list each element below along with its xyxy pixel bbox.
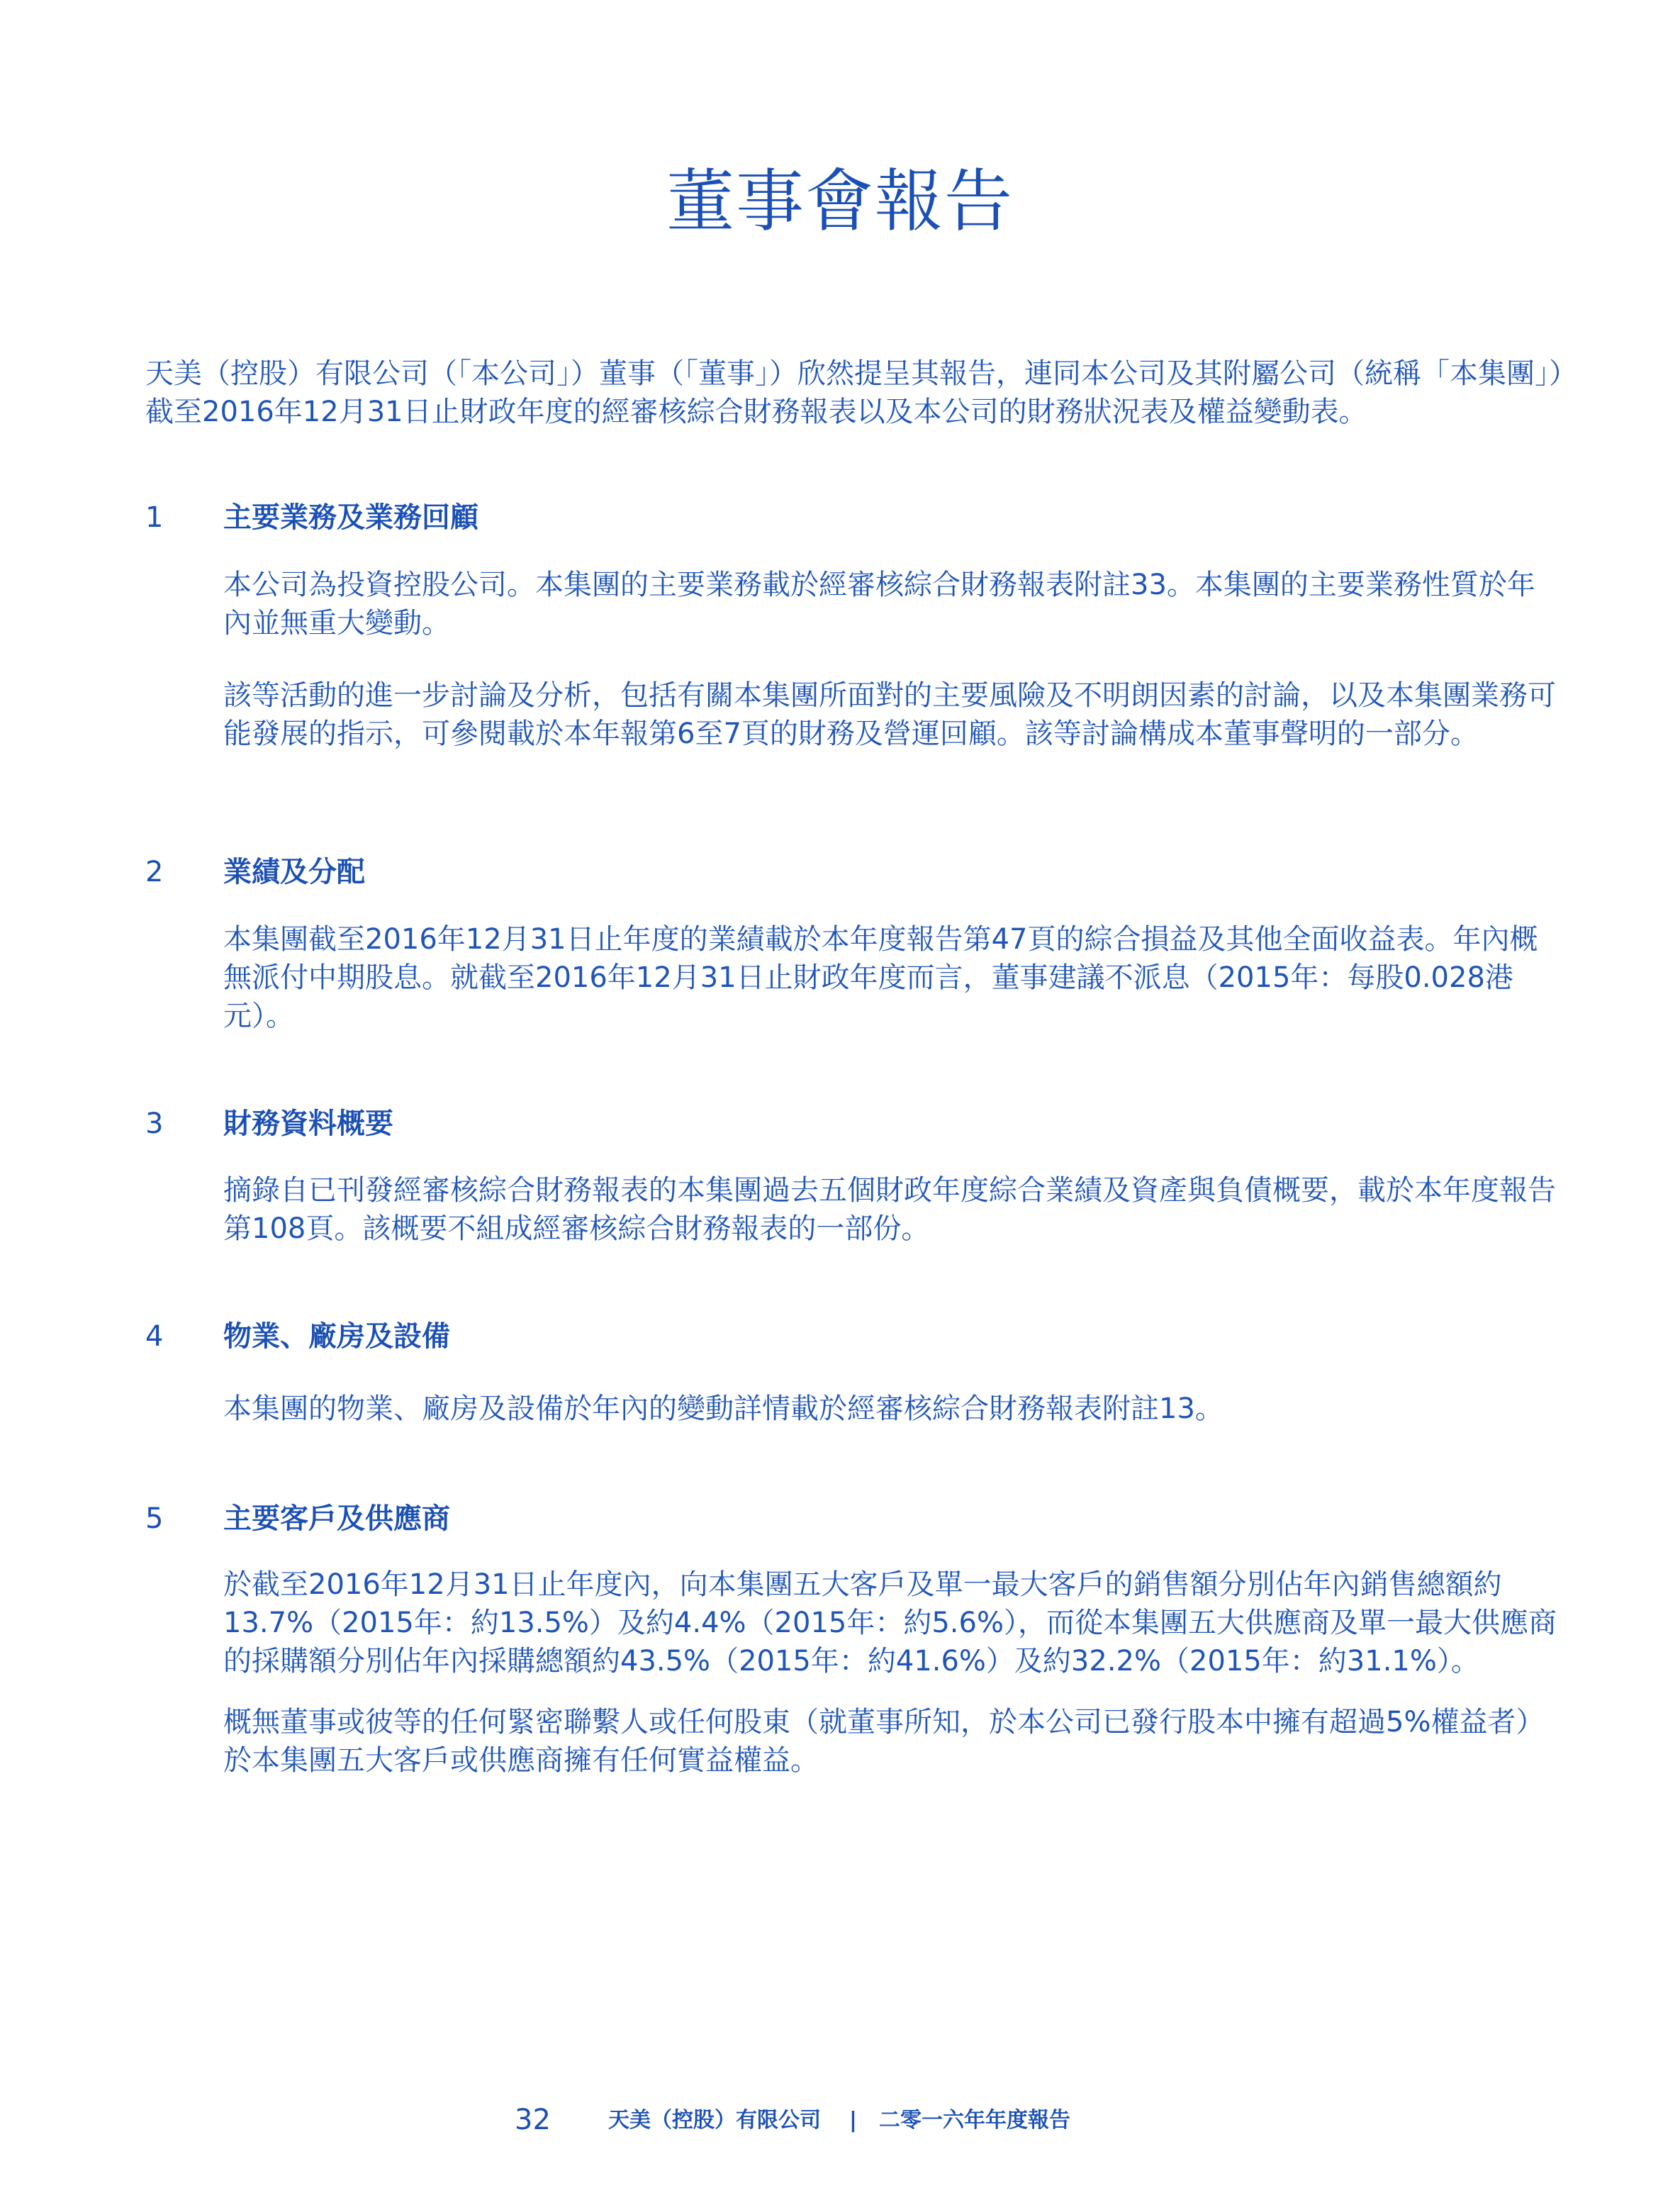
section-2-paragraph-1: 本集團截至2016年12月31日止年度的業績載於本年度報告第47頁的綜合損益及其他全面收益表。年內概無派付中期股息。就截至2016年12月31日止財政年度而言，董事建議不派息（2015年：每股0.028港元）。 — [223, 923, 1538, 1032]
section-number: 1 — [145, 501, 164, 534]
section-3-header — [145, 1103, 1563, 1145]
intro-paragraph: 天美（控股）有限公司（「本公司」）董事（「董事」）欣然提呈其報告，連同本公司及其附屬公司（統稱「本集團」）截至2016年12月31日止財政年度的經審核綜合財務報表以及本公司的財務狀況表及權益變動表。 — [145, 357, 1563, 428]
page-number: 32 — [515, 2104, 551, 2136]
section-heading: 財務資料概要 — [223, 1107, 393, 1140]
section-number: 5 — [145, 1502, 164, 1535]
footer-report-title: 二零一六年年度報告 — [879, 2108, 1070, 2133]
section-heading: 業績及分配 — [223, 856, 365, 888]
section-1-header — [145, 496, 1563, 539]
section-heading: 物業、廠房及設備 — [223, 1320, 450, 1353]
section-heading: 主要業務及業務回顧 — [223, 501, 478, 534]
section-4-paragraph-1: 本集團的物業、廠房及設備於年內的變動詳情載於經審核綜合財務報表附註13。 — [223, 1392, 1223, 1425]
section-5-paragraph-2: 概無董事或彼等的任何緊密聯繫人或任何股東（就董事所知，於本公司已發行股本中擁有超過5%權益者）於本集團五大客戶或供應商擁有任何實益權益。 — [223, 1706, 1545, 1777]
section-1-paragraph-1: 本公司為投資控股公司。本集團的主要業務載於經審核綜合財務報表附註33。本集團的主要業務性質於年內並無重大變動。 — [223, 569, 1535, 640]
section-heading: 主要客戶及供應商 — [223, 1502, 450, 1535]
section-number: 4 — [145, 1320, 164, 1353]
section-2-header — [145, 851, 1563, 893]
section-1-paragraph-2: 該等活動的進一步討論及分析，包括有關本集團所面對的主要風險及不明朗因素的討論，以及本集團業務可能發展的指示，可參閱載於本年報第6至7頁的財務及營運回顧。該等討論構成本董事聲明的一部分。 — [223, 679, 1556, 750]
page-title: 董事會報告 — [666, 162, 1014, 242]
section-number: 2 — [145, 856, 164, 888]
section-5-paragraph-1: 於截至2016年12月31日止年度內，向本集團五大客戶及單一最大客戶的銷售額分別佔年內銷售總額約13.7%（2015年：約13.5%）及約4.4%（2015年：約5.6%），而從本集團五大供應商及單一最大供應商的採購額分別佔年內採購總額約43.5%（2015年：約41.6%）及約32.2%（2015年：約31.1%）。 — [223, 1568, 1557, 1678]
section-3-paragraph-1: 摘錄自已刊發經審核綜合財務報表的本集團過去五個財政年度綜合業績及資產與負債概要，載於本年度報告第108頁。該概要不組成經審核綜合財務報表的一部份。 — [223, 1174, 1556, 1245]
section-5-header — [145, 1497, 1563, 1540]
section-number: 3 — [145, 1107, 164, 1140]
page-footer — [0, 2099, 1680, 2141]
section-4-header — [145, 1315, 1563, 1358]
footer-separator: | — [849, 2108, 857, 2133]
footer-company-name: 天美（控股）有限公司 — [608, 2108, 821, 2133]
